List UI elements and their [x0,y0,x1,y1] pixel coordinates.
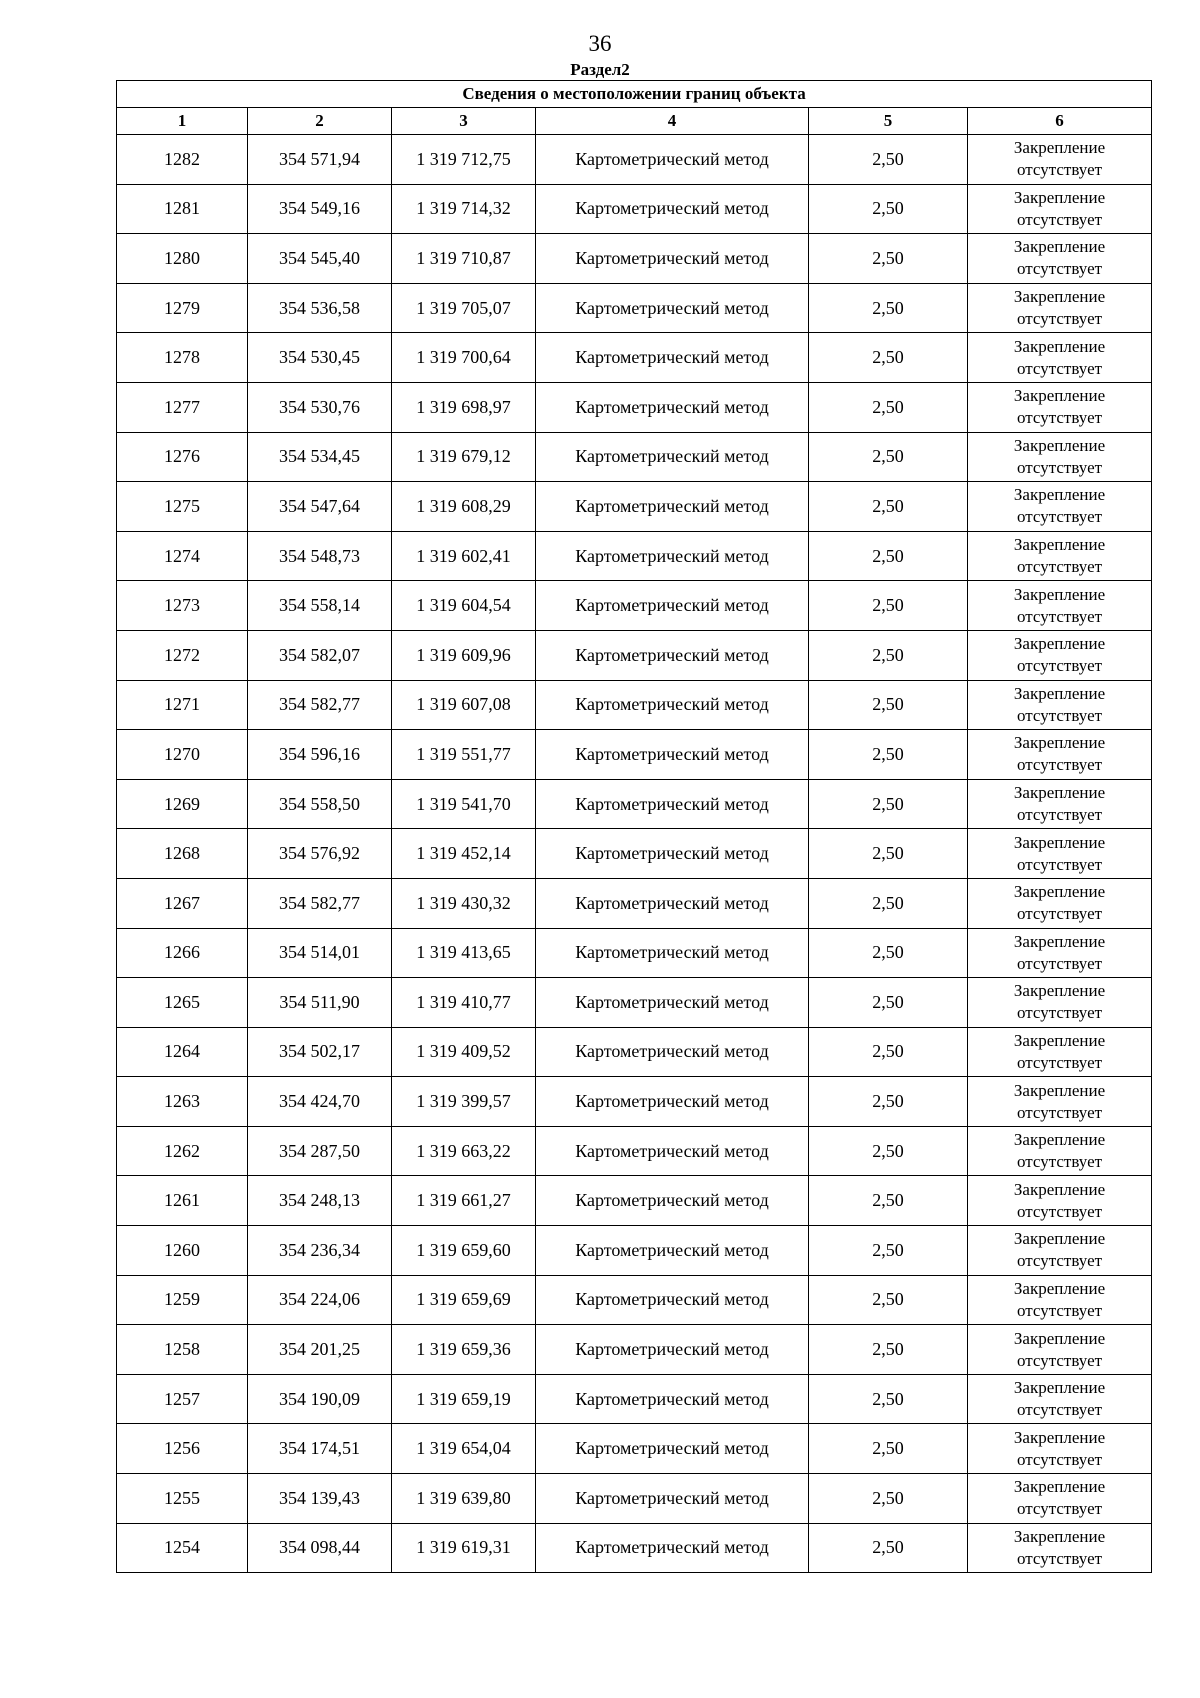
fixing-line-2: отсутствует [1017,259,1103,279]
fixing-description-cell [968,878,1152,928]
point-number-cell: 1282 [117,135,248,185]
fixing-line-1: Закрепление [1013,931,1106,951]
x-coordinate-cell: 354 287,50 [248,1126,392,1176]
fixing-line-2: отсутствует [1017,408,1103,428]
method-cell: Картометрический метод [536,1077,809,1127]
fixing-line-1: Закрепление [1013,1378,1106,1398]
point-number-cell: 1266 [117,928,248,978]
method-cell: Картометрический метод [536,531,809,581]
y-coordinate-cell: 1 319 712,75 [392,135,536,185]
accuracy-cell: 2,50 [809,482,968,532]
y-coordinate-cell: 1 319 413,65 [392,928,536,978]
column-header: 4 [536,108,809,135]
fixing-line-2: отсутствует [1017,805,1103,825]
x-coordinate-cell: 354 098,44 [248,1523,392,1573]
x-coordinate-cell: 354 582,77 [248,680,392,730]
x-coordinate-cell: 354 511,90 [248,978,392,1028]
fixing-line-1: Закрепление [1013,634,1106,654]
accuracy-cell: 2,50 [809,730,968,780]
y-coordinate-cell: 1 319 654,04 [392,1424,536,1474]
x-coordinate-cell: 354 547,64 [248,482,392,532]
table-row [117,1126,1152,1176]
method-cell: Картометрический метод [536,1275,809,1325]
column-header: 6 [968,108,1152,135]
method-cell: Картометрический метод [536,283,809,333]
method-cell: Картометрический метод [536,978,809,1028]
table-row [117,730,1152,780]
accuracy-cell: 2,50 [809,382,968,432]
x-coordinate-cell: 354 530,45 [248,333,392,383]
x-coordinate-cell: 354 190,09 [248,1374,392,1424]
accuracy-cell: 2,50 [809,779,968,829]
point-number-cell: 1276 [117,432,248,482]
point-number-cell: 1254 [117,1523,248,1573]
fixing-line-2: отсутствует [1017,656,1103,676]
method-cell: Картометрический метод [536,1325,809,1375]
y-coordinate-cell: 1 319 659,19 [392,1374,536,1424]
table-row [117,283,1152,333]
point-number-cell: 1255 [117,1474,248,1524]
fixing-line-1: Закрепление [1013,1179,1106,1199]
fixing-line-1: Закрепление [1013,1278,1106,1298]
accuracy-cell: 2,50 [809,581,968,631]
x-coordinate-cell: 354 201,25 [248,1325,392,1375]
fixing-line-1: Закрепление [1013,584,1106,604]
fixing-line-2: отсутствует [1017,1102,1103,1122]
fixing-description-cell [968,1424,1152,1474]
point-number-cell: 1280 [117,234,248,284]
method-cell: Картометрический метод [536,928,809,978]
point-number-cell: 1281 [117,184,248,234]
fixing-line-2: отсутствует [1017,1003,1103,1023]
fixing-description-cell [968,432,1152,482]
table-row [117,1523,1152,1573]
fixing-line-2: отсутствует [1017,606,1103,626]
point-number-cell: 1267 [117,878,248,928]
fixing-description-cell [968,1027,1152,1077]
fixing-line-2: отсутствует [1017,557,1103,577]
accuracy-cell: 2,50 [809,928,968,978]
fixing-line-2: отсутствует [1017,1152,1103,1172]
fixing-line-1: Закрепление [1013,1328,1106,1348]
fixing-line-2: отсутствует [1017,1201,1103,1221]
fixing-description-cell [968,779,1152,829]
table-header-row [117,108,1152,135]
fixing-description-cell [968,581,1152,631]
point-number-cell: 1265 [117,978,248,1028]
fixing-line-1: Закрепление [1013,237,1106,257]
table-row [117,1424,1152,1474]
method-cell: Картометрический метод [536,184,809,234]
fixing-description-cell [968,928,1152,978]
x-coordinate-cell: 354 139,43 [248,1474,392,1524]
point-number-cell: 1257 [117,1374,248,1424]
fixing-description-cell [968,1325,1152,1375]
y-coordinate-cell: 1 319 607,08 [392,680,536,730]
y-coordinate-cell: 1 319 430,32 [392,878,536,928]
fixing-line-1: Закрепление [1013,1080,1106,1100]
accuracy-cell: 2,50 [809,1176,968,1226]
method-cell: Картометрический метод [536,878,809,928]
table-row [117,878,1152,928]
method-cell: Картометрический метод [536,482,809,532]
page-number: 36 [588,31,612,56]
table-row [117,978,1152,1028]
x-coordinate-cell: 354 576,92 [248,829,392,879]
fixing-line-1: Закрепление [1013,485,1106,505]
accuracy-cell: 2,50 [809,1126,968,1176]
accuracy-cell: 2,50 [809,135,968,185]
method-cell: Картометрический метод [536,1374,809,1424]
x-coordinate-cell: 354 536,58 [248,283,392,333]
table-row [117,531,1152,581]
fixing-line-2: отсутствует [1017,358,1103,378]
y-coordinate-cell: 1 319 663,22 [392,1126,536,1176]
table-row [117,1374,1152,1424]
point-number-cell: 1268 [117,829,248,879]
point-number-cell: 1261 [117,1176,248,1226]
x-coordinate-cell: 354 558,50 [248,779,392,829]
fixing-description-cell [968,1226,1152,1276]
point-number-cell: 1269 [117,779,248,829]
point-number-cell: 1259 [117,1275,248,1325]
table-row [117,234,1152,284]
fixing-description-cell [968,1474,1152,1524]
fixing-line-2: отсутствует [1017,1251,1103,1271]
fixing-line-1: Закрепление [1013,1427,1106,1447]
point-number-cell: 1277 [117,382,248,432]
fixing-line-1: Закрепление [1013,187,1106,207]
x-coordinate-cell: 354 582,07 [248,630,392,680]
fixing-description-cell [968,1126,1152,1176]
accuracy-cell: 2,50 [809,878,968,928]
table-row [117,382,1152,432]
y-coordinate-cell: 1 319 410,77 [392,978,536,1028]
accuracy-cell: 2,50 [809,1325,968,1375]
y-coordinate-cell: 1 319 679,12 [392,432,536,482]
fixing-description-cell [968,1523,1152,1573]
table-row [117,680,1152,730]
fixing-line-2: отсутствует [1017,507,1103,527]
boundary-table [116,80,1152,1573]
y-coordinate-cell: 1 319 714,32 [392,184,536,234]
column-header: 5 [809,108,968,135]
fixing-line-1: Закрепление [1013,435,1106,455]
method-cell: Картометрический метод [536,829,809,879]
method-cell: Картометрический метод [536,1523,809,1573]
y-coordinate-cell: 1 319 409,52 [392,1027,536,1077]
x-coordinate-cell: 354 514,01 [248,928,392,978]
x-coordinate-cell: 354 548,73 [248,531,392,581]
method-cell: Картометрический метод [536,234,809,284]
y-coordinate-cell: 1 319 604,54 [392,581,536,631]
fixing-line-2: отсутствует [1017,1449,1103,1469]
fixing-line-1: Закрепление [1013,832,1106,852]
method-cell: Картометрический метод [536,730,809,780]
x-coordinate-cell: 354 174,51 [248,1424,392,1474]
method-cell: Картометрический метод [536,630,809,680]
point-number-cell: 1262 [117,1126,248,1176]
fixing-line-1: Закрепление [1013,535,1106,555]
y-coordinate-cell: 1 319 452,14 [392,829,536,879]
fixing-line-2: отсутствует [1017,755,1103,775]
accuracy-cell: 2,50 [809,680,968,730]
y-coordinate-cell: 1 319 698,97 [392,382,536,432]
accuracy-cell: 2,50 [809,1226,968,1276]
fixing-description-cell [968,1275,1152,1325]
fixing-description-cell [968,680,1152,730]
fixing-line-2: отсутствует [1017,953,1103,973]
method-cell: Картометрический метод [536,1226,809,1276]
table-row [117,432,1152,482]
point-number-cell: 1260 [117,1226,248,1276]
fixing-description-cell [968,184,1152,234]
fixing-line-2: отсутствует [1017,1300,1103,1320]
fixing-description-cell [968,1176,1152,1226]
method-cell: Картометрический метод [536,135,809,185]
x-coordinate-cell: 354 424,70 [248,1077,392,1127]
accuracy-cell: 2,50 [809,432,968,482]
point-number-cell: 1256 [117,1424,248,1474]
point-number-cell: 1275 [117,482,248,532]
fixing-line-1: Закрепление [1013,1526,1106,1546]
method-cell: Картометрический метод [536,1027,809,1077]
fixing-line-1: Закрепление [1013,138,1106,158]
table-row [117,1176,1152,1226]
point-number-cell: 1279 [117,283,248,333]
x-coordinate-cell: 354 549,16 [248,184,392,234]
fixing-line-1: Закрепление [1013,1030,1106,1050]
fixing-line-1: Закрепление [1013,287,1106,307]
x-coordinate-cell: 354 545,40 [248,234,392,284]
fixing-line-1: Закрепление [1013,336,1106,356]
fixing-line-2: отсутствует [1017,1548,1103,1568]
x-coordinate-cell: 354 534,45 [248,432,392,482]
fixing-line-1: Закрепление [1013,783,1106,803]
fixing-description-cell [968,531,1152,581]
fixing-description-cell [968,135,1152,185]
x-coordinate-cell: 354 530,76 [248,382,392,432]
accuracy-cell: 2,50 [809,184,968,234]
x-coordinate-cell: 354 236,34 [248,1226,392,1276]
column-header: 2 [248,108,392,135]
y-coordinate-cell: 1 319 608,29 [392,482,536,532]
fixing-line-1: Закрепление [1013,1130,1106,1150]
fixing-line-1: Закрепление [1013,1477,1106,1497]
fixing-line-1: Закрепление [1013,1229,1106,1249]
y-coordinate-cell: 1 319 609,96 [392,630,536,680]
table-row [117,1325,1152,1375]
point-number-cell: 1273 [117,581,248,631]
column-header: 3 [392,108,536,135]
point-number-cell: 1271 [117,680,248,730]
y-coordinate-cell: 1 319 551,77 [392,730,536,780]
point-number-cell: 1274 [117,531,248,581]
fixing-description-cell [968,730,1152,780]
point-number-cell: 1278 [117,333,248,383]
y-coordinate-cell: 1 319 700,64 [392,333,536,383]
table-row [117,1027,1152,1077]
x-coordinate-cell: 354 224,06 [248,1275,392,1325]
fixing-description-cell [968,630,1152,680]
y-coordinate-cell: 1 319 705,07 [392,283,536,333]
method-cell: Картометрический метод [536,1126,809,1176]
x-coordinate-cell: 354 248,13 [248,1176,392,1226]
x-coordinate-cell: 354 596,16 [248,730,392,780]
x-coordinate-cell: 354 502,17 [248,1027,392,1077]
table-row [117,630,1152,680]
fixing-description-cell [968,333,1152,383]
point-number-cell: 1272 [117,630,248,680]
x-coordinate-cell: 354 558,14 [248,581,392,631]
fixing-description-cell [968,1077,1152,1127]
fixing-line-2: отсутствует [1017,209,1103,229]
y-coordinate-cell: 1 319 619,31 [392,1523,536,1573]
fixing-line-2: отсутствует [1017,160,1103,180]
y-coordinate-cell: 1 319 659,60 [392,1226,536,1276]
fixing-line-1: Закрепление [1013,882,1106,902]
table-row [117,184,1152,234]
fixing-line-1: Закрепление [1013,683,1106,703]
accuracy-cell: 2,50 [809,283,968,333]
x-coordinate-cell: 354 582,77 [248,878,392,928]
fixing-line-2: отсутствует [1017,705,1103,725]
x-coordinate-cell: 354 571,94 [248,135,392,185]
table-row [117,1077,1152,1127]
accuracy-cell: 2,50 [809,1027,968,1077]
accuracy-cell: 2,50 [809,1275,968,1325]
table-row [117,829,1152,879]
method-cell: Картометрический метод [536,1176,809,1226]
fixing-description-cell [968,978,1152,1028]
fixing-description-cell [968,382,1152,432]
table-row [117,482,1152,532]
table-row [117,1275,1152,1325]
y-coordinate-cell: 1 319 659,69 [392,1275,536,1325]
column-header: 1 [117,108,248,135]
fixing-line-2: отсутствует [1017,309,1103,329]
fixing-description-cell [968,234,1152,284]
method-cell: Картометрический метод [536,382,809,432]
accuracy-cell: 2,50 [809,1077,968,1127]
y-coordinate-cell: 1 319 639,80 [392,1474,536,1524]
fixing-line-2: отсутствует [1017,904,1103,924]
accuracy-cell: 2,50 [809,630,968,680]
method-cell: Картометрический метод [536,680,809,730]
table-caption: Сведения о местоположении границ объекта [117,81,1152,108]
table-caption-row [117,81,1152,108]
method-cell: Картометрический метод [536,779,809,829]
accuracy-cell: 2,50 [809,1424,968,1474]
fixing-line-2: отсутствует [1017,1052,1103,1072]
y-coordinate-cell: 1 319 710,87 [392,234,536,284]
section-title: Раздел2 [570,60,630,79]
table-row [117,928,1152,978]
y-coordinate-cell: 1 319 602,41 [392,531,536,581]
accuracy-cell: 2,50 [809,333,968,383]
accuracy-cell: 2,50 [809,1523,968,1573]
y-coordinate-cell: 1 319 661,27 [392,1176,536,1226]
table-body [117,135,1152,1573]
method-cell: Картометрический метод [536,333,809,383]
accuracy-cell: 2,50 [809,829,968,879]
accuracy-cell: 2,50 [809,1374,968,1424]
y-coordinate-cell: 1 319 399,57 [392,1077,536,1127]
method-cell: Картометрический метод [536,581,809,631]
y-coordinate-cell: 1 319 541,70 [392,779,536,829]
fixing-line-2: отсутствует [1017,457,1103,477]
fixing-line-2: отсутствует [1017,1400,1103,1420]
fixing-line-1: Закрепление [1013,981,1106,1001]
accuracy-cell: 2,50 [809,531,968,581]
fixing-line-2: отсутствует [1017,1499,1103,1519]
table-row [117,1226,1152,1276]
table-row [117,333,1152,383]
accuracy-cell: 2,50 [809,978,968,1028]
accuracy-cell: 2,50 [809,234,968,284]
fixing-description-cell [968,1374,1152,1424]
y-coordinate-cell: 1 319 659,36 [392,1325,536,1375]
method-cell: Картометрический метод [536,432,809,482]
table-row [117,779,1152,829]
accuracy-cell: 2,50 [809,1474,968,1524]
fixing-line-2: отсутствует [1017,854,1103,874]
fixing-line-1: Закрепление [1013,386,1106,406]
fixing-description-cell [968,283,1152,333]
fixing-description-cell [968,482,1152,532]
point-number-cell: 1263 [117,1077,248,1127]
point-number-cell: 1270 [117,730,248,780]
table-row [117,1474,1152,1524]
table-row [117,581,1152,631]
method-cell: Картометрический метод [536,1424,809,1474]
point-number-cell: 1264 [117,1027,248,1077]
fixing-line-1: Закрепление [1013,733,1106,753]
point-number-cell: 1258 [117,1325,248,1375]
fixing-line-2: отсутствует [1017,1350,1103,1370]
method-cell: Картометрический метод [536,1474,809,1524]
table-row [117,135,1152,185]
fixing-description-cell [968,829,1152,879]
